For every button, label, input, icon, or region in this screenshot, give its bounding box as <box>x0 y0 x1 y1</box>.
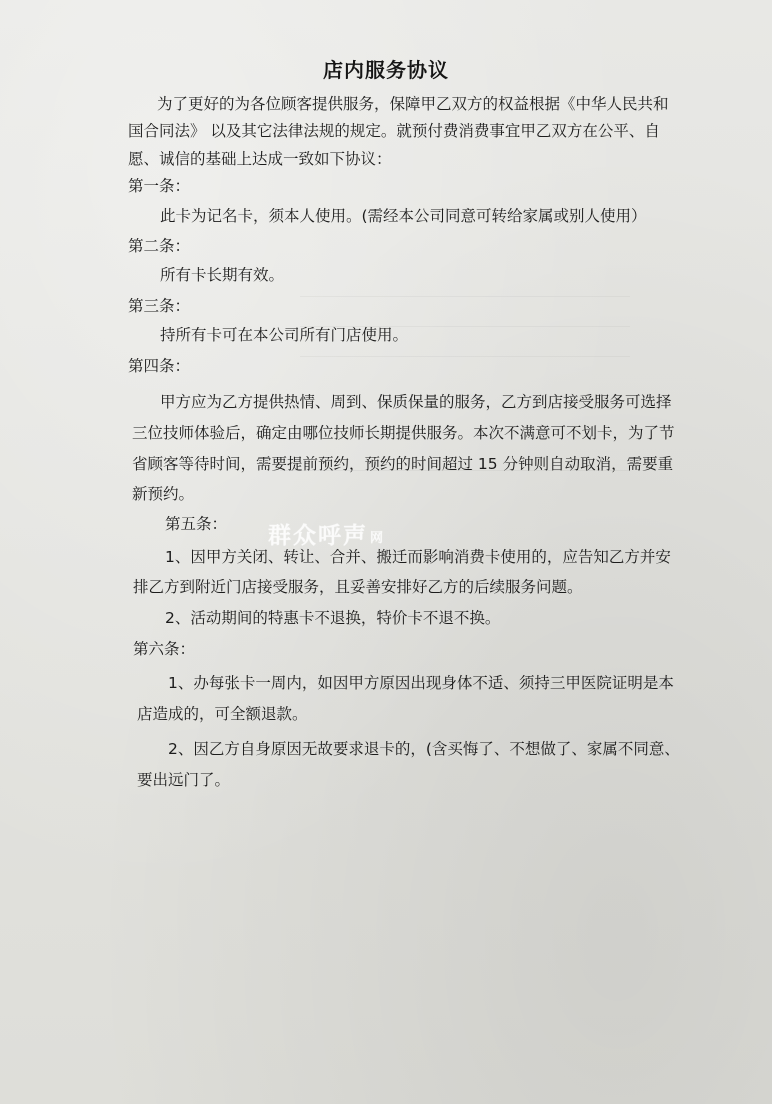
article-4-heading: 第四条： <box>128 357 191 375</box>
article-5-item-2: 2、活动期间的特惠卡不退换，特价卡不退不换。 <box>165 609 501 627</box>
document-title: 店内服务协议 <box>323 58 449 82</box>
watermark-logo <box>268 517 385 550</box>
article-2-text: 所有卡长期有效。 <box>160 266 285 284</box>
article-3-heading: 第三条： <box>128 297 191 315</box>
show-through-texture <box>300 356 630 371</box>
article-5-heading: 第五条： <box>165 515 228 533</box>
article-4-line-2: 三位技师体验后，确定由哪位技师长期提供服务。本次不满意可不划卡，为了节 <box>132 424 675 442</box>
article-6-item-1-line-2: 店造成的，可全额退款。 <box>137 705 308 723</box>
article-5-item-1-line-2: 排乙方到附近门店接受服务，且妥善安排好乙方的后续服务问题。 <box>133 578 583 596</box>
watermark-sub: 网 <box>370 531 386 546</box>
article-4-line-4: 新预约。 <box>132 485 195 503</box>
article-4-line-3: 省顾客等待时间，需要提前预约，预约的时间超过 15 分钟则自动取消，需要重 <box>132 455 674 473</box>
article-3-text: 持所有卡可在本公司所有门店使用。 <box>160 326 409 344</box>
intro-line-2: 国合同法》 以及其它法律法规的规定。就预付费消费事宜甲乙双方在公平、自 <box>128 122 660 140</box>
article-1-heading: 第一条： <box>128 177 191 195</box>
article-4-line-1: 甲方应为乙方提供热情、周到、保质保量的服务，乙方到店接受服务可选择 <box>160 393 672 411</box>
article-6-heading: 第六条： <box>133 640 196 658</box>
watermark-text: 群众呼声 <box>268 523 368 549</box>
article-6-item-2-line-2: 要出远门了。 <box>137 771 231 789</box>
article-6-item-2-line-1: 2、因乙方自身原因无故要求退卡的，(含买悔了、不想做了、家属不同意、 <box>168 740 680 758</box>
article-6-item-1-line-1: 1、办每张卡一周内，如因甲方原因出现身体不适、须持三甲医院证明是本 <box>168 674 674 692</box>
article-5-item-1-line-1: 1、因甲方关闭、转让、合并、搬迁而影响消费卡使用的，应告知乙方并安 <box>165 548 671 566</box>
article-2-heading: 第二条： <box>128 237 191 255</box>
show-through-texture <box>300 296 630 311</box>
intro-line-3: 愿、诚信的基础上达成一致如下协议： <box>128 150 392 168</box>
article-1-text: 此卡为记名卡，须本人使用。(需经本公司同意可转给家属或别人使用） <box>160 207 647 225</box>
intro-line-1: 为了更好的为各位顾客提供服务，保障甲乙双方的权益根据《中华人民共和 <box>157 95 669 113</box>
